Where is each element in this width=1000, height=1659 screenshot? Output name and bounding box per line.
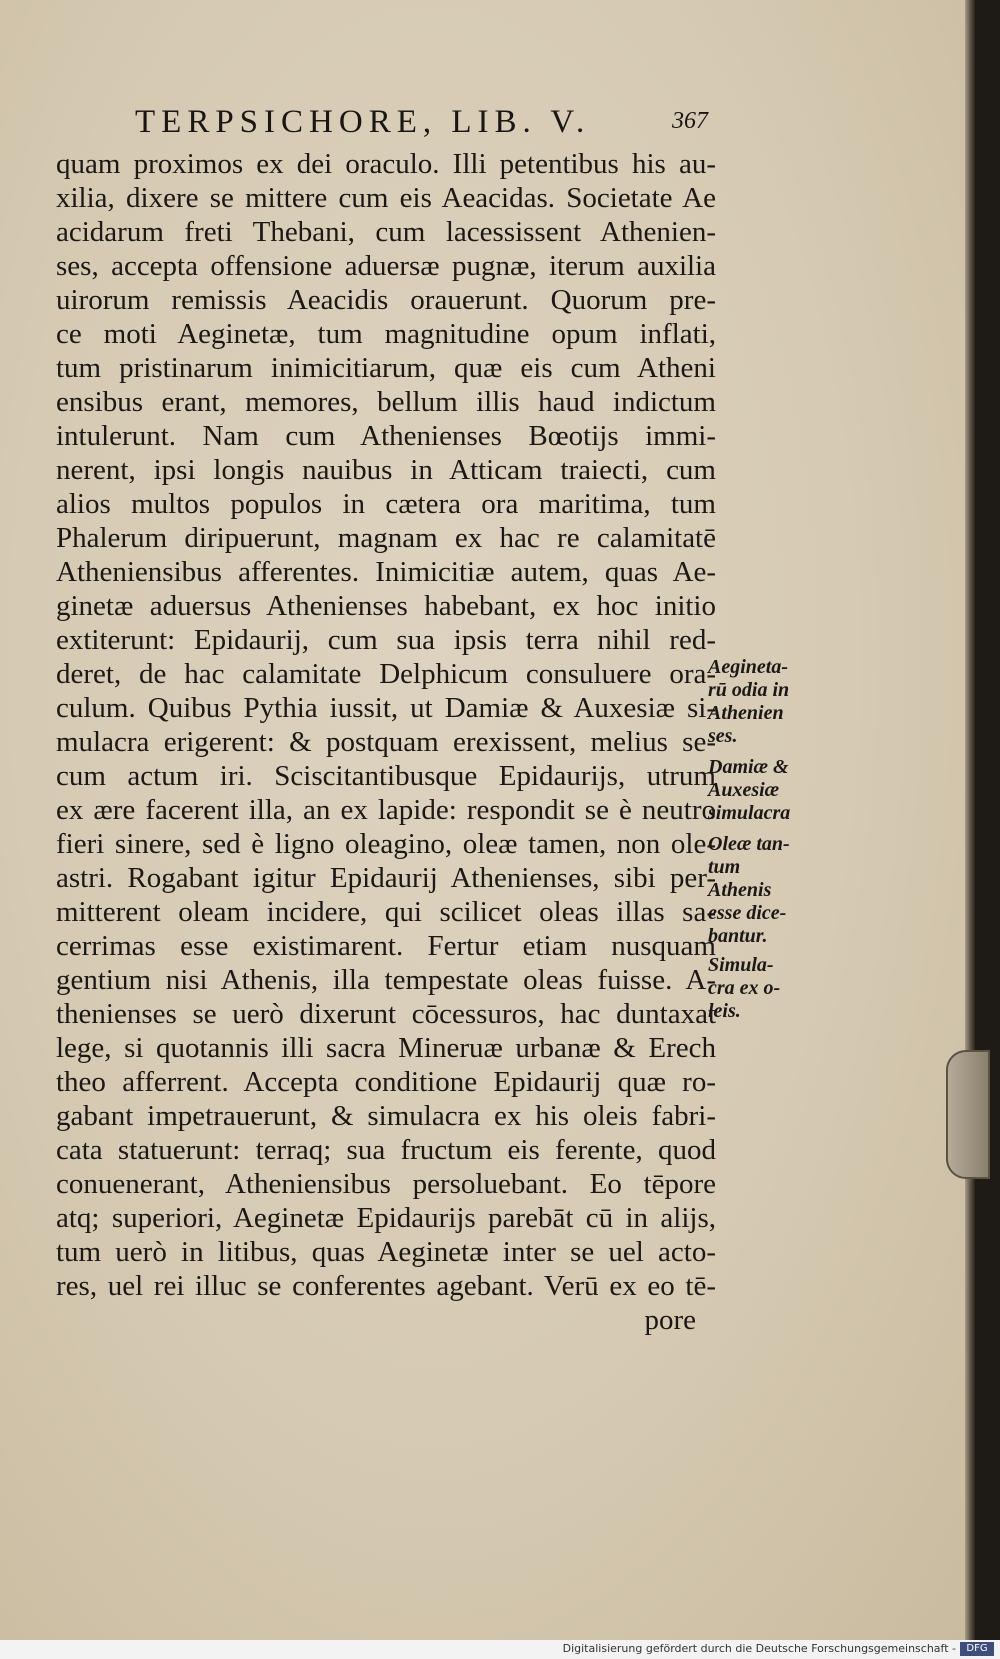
margin-note-line: Athenien <box>708 702 784 724</box>
page-edge <box>965 0 975 1640</box>
text-line: mulacra erigerent: & postquam erexissent, melius se- <box>56 726 716 758</box>
text-line: cum actum iri. Sciscitantibusque Epidaurijs, utrum <box>56 760 716 792</box>
margin-note-line: Athenis <box>708 879 772 901</box>
text-line: thenienses se uerò dixerunt cōcessuros, hac duntaxat <box>56 998 716 1030</box>
text-line: atq; superiori, Aeginetæ Epidaurijs parebāt cū in alijs, <box>56 1202 716 1234</box>
margin-note-line: simulacra <box>708 802 791 824</box>
text-line: ce moti Aeginetæ, tum magnitudine opum inflati, <box>56 318 716 350</box>
margin-note-line: cra ex o- <box>708 977 781 999</box>
text-line: tum uerò in litibus, quas Aeginetæ inter se uel acto- <box>56 1236 716 1268</box>
text-line: fieri sinere, sed è ligno oleagino, oleæ tamen, non ole- <box>56 828 716 860</box>
text-line: alios multos populos in cætera ora maritima, tum <box>56 488 716 520</box>
margin-note-line: ses. <box>708 725 738 747</box>
margin-note-line: Oleæ tan- <box>708 833 790 855</box>
text-line: Phalerum diripuerunt, magnam ex hac re calamitatē <box>56 522 716 554</box>
margin-note-line: esse dice- <box>708 902 787 924</box>
text-line: ses, accepta offensione aduersæ pugnæ, iterum auxilia <box>56 250 716 282</box>
text-line: conuenerant, Atheniensibus persoluebant. Eo tēpore <box>56 1168 716 1200</box>
page-number: 367 <box>672 108 708 134</box>
footer-credit: Digitalisierung gefördert durch die Deutsche Forschungsgemeinschaft - <box>562 1642 956 1655</box>
text-line: ensibus erant, memores, bellum illis haud indictum <box>56 386 716 418</box>
text-line: mitterent oleam incidere, qui scilicet oleas illas sa- <box>56 896 716 928</box>
running-head: TERPSICHORE, LIB. V. <box>135 104 591 140</box>
margin-note-line: bantur. <box>708 925 768 947</box>
text-line: ex ære facerent illa, an ex lapide: respondit se è neutro <box>56 794 716 826</box>
text-line: intulerunt. Nam cum Athenienses Bœotijs immi- <box>56 420 716 452</box>
margin-note-line: tum <box>708 856 741 878</box>
text-line: ginetæ aduersus Athenienses habebant, ex hoc initio <box>56 590 716 622</box>
text-line: lege, si quotannis illi sacra Mineruæ urbanæ & Erech <box>56 1032 716 1064</box>
text-line: astri. Rogabant igitur Epidaurij Athenienses, sibi per- <box>56 862 716 894</box>
text-line: tum pristinarum inimicitiarum, quæ eis cum Atheni <box>56 352 716 384</box>
marginal-notes <box>708 656 818 1023</box>
text-line: deret, de hac calamitate Delphicum consuluere ora- <box>56 658 716 690</box>
text-line: gentium nisi Athenis, illa tempestate oleas fuisse. A- <box>56 964 716 996</box>
dfg-logo: DFG <box>960 1642 994 1656</box>
text-line: quam proximos ex dei oraculo. Illi petentibus his au- <box>56 148 716 180</box>
text-line: acidarum freti Thebani, cum lacessissent Athenien- <box>56 216 716 248</box>
text-line: gabant impetrauerunt, & simulacra ex his oleis fabri- <box>56 1100 716 1132</box>
text-line: extiterunt: Epidaurij, cum sua ipsis terra nihil red- <box>56 624 716 656</box>
text-line: theo afferrent. Accepta conditione Epidaurij quæ ro- <box>56 1066 716 1098</box>
text-line: culum. Quibus Pythia iussit, ut Damiæ & Auxesiæ si- <box>56 692 716 724</box>
book-clasp <box>946 1050 990 1179</box>
text-line: xilia, dixere se mittere cum eis Aeacidas. Societate Ae <box>56 182 716 214</box>
main-text-block <box>56 147 716 1337</box>
text-line: uirorum remissis Aeacidis orauerunt. Quorum pre- <box>56 284 716 316</box>
margin-note-line: leis. <box>708 1000 741 1022</box>
text-line: res, uel rei illuc se conferentes agebant. Verū ex eo tē- <box>56 1270 716 1302</box>
page-header <box>95 100 715 140</box>
text-line: Atheniensibus afferentes. Inimicitiæ autem, quas Ae- <box>56 556 716 588</box>
margin-note-line: Auxesiæ <box>708 779 780 801</box>
text-line: cerrimas esse existimarent. Fertur etiam nusquam <box>56 930 716 962</box>
margin-note-line: rū odia in <box>708 679 790 701</box>
footer-bar <box>0 1640 1000 1659</box>
margin-note-line: Aegineta- <box>708 656 788 678</box>
text-line: pore <box>644 1304 696 1336</box>
margin-note-line: Damiæ & <box>708 756 789 778</box>
text-line: cata statuerunt: terraq; sua fructum eis ferente, quod <box>56 1134 716 1166</box>
margin-note-line: Simula- <box>708 954 774 976</box>
text-line: nerent, ipsi longis nauibus in Atticam traiecti, cum <box>56 454 716 486</box>
